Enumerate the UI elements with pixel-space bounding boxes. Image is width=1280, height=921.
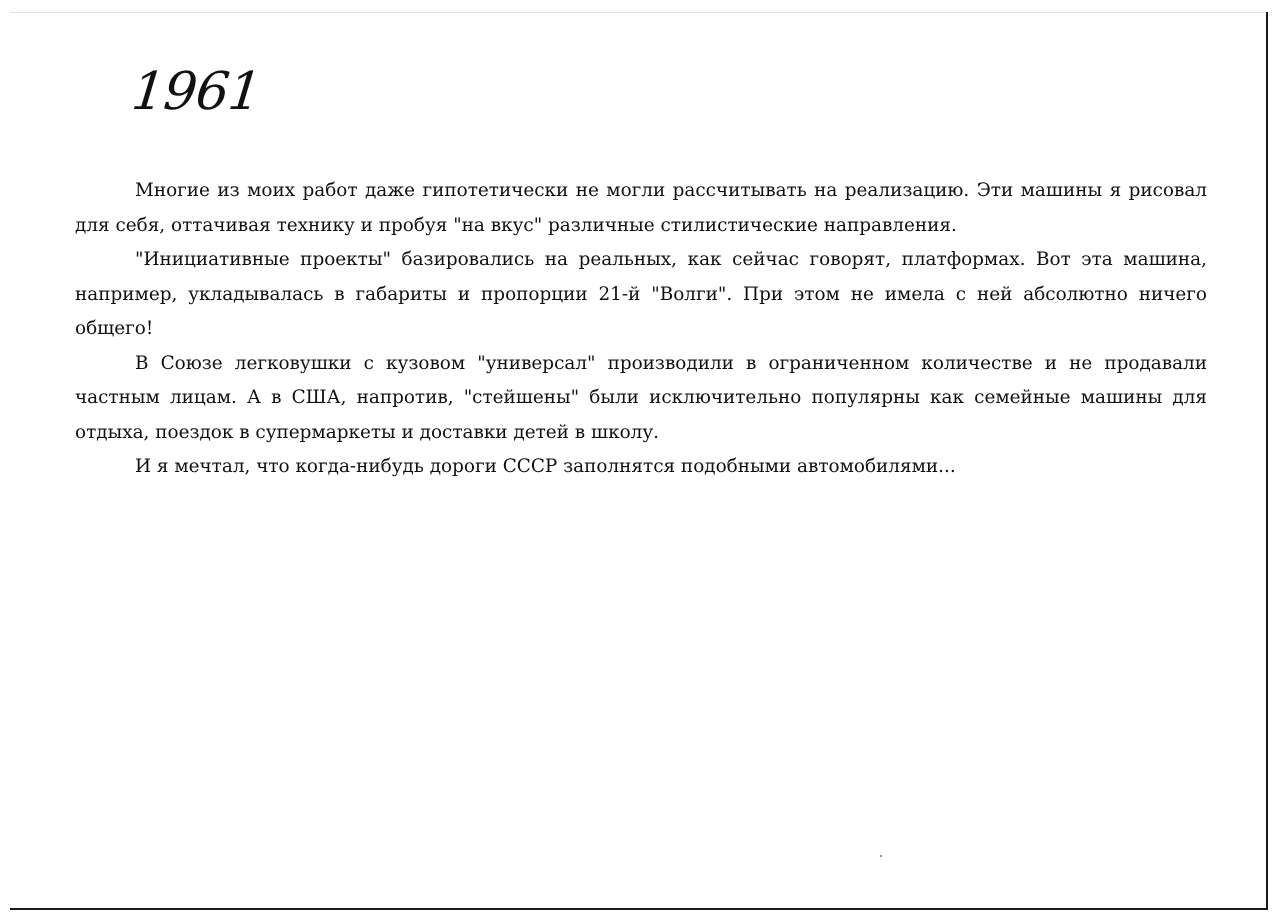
paragraph: В Союзе легковушки с кузовом "универсал" производили в ограниченном количестве и не продавали частным лицам. А в США, напротив, "стейшены" были исключительно популярны как семейные машины для отдыха, поездок в супермаркеты и доставки детей в школу. bbox=[75, 352, 1207, 443]
paragraph: И я мечтал, что когда-нибудь дороги СССР заполнятся подобными автомобилями... bbox=[135, 456, 956, 477]
scan-speck bbox=[880, 855, 882, 857]
year-heading: 1961 bbox=[128, 62, 264, 122]
paragraph: Многие из моих работ даже гипотетически не могли рассчитывать на реализацию. Эти машины я рисовал для себя, оттачивая технику и пробуя "на вкус" различные стилистические направления. bbox=[75, 180, 1207, 236]
body-text bbox=[75, 174, 1207, 485]
paragraph: "Инициативные проекты" базировались на реальных, как сейчас говорят, платформах. Вот эта машина, например, укладывалась в габариты и пропорции 21-й "Волги". При этом не имела с ней абсолютно ничего общего! bbox=[75, 249, 1207, 339]
page-top-edge bbox=[10, 12, 1266, 13]
